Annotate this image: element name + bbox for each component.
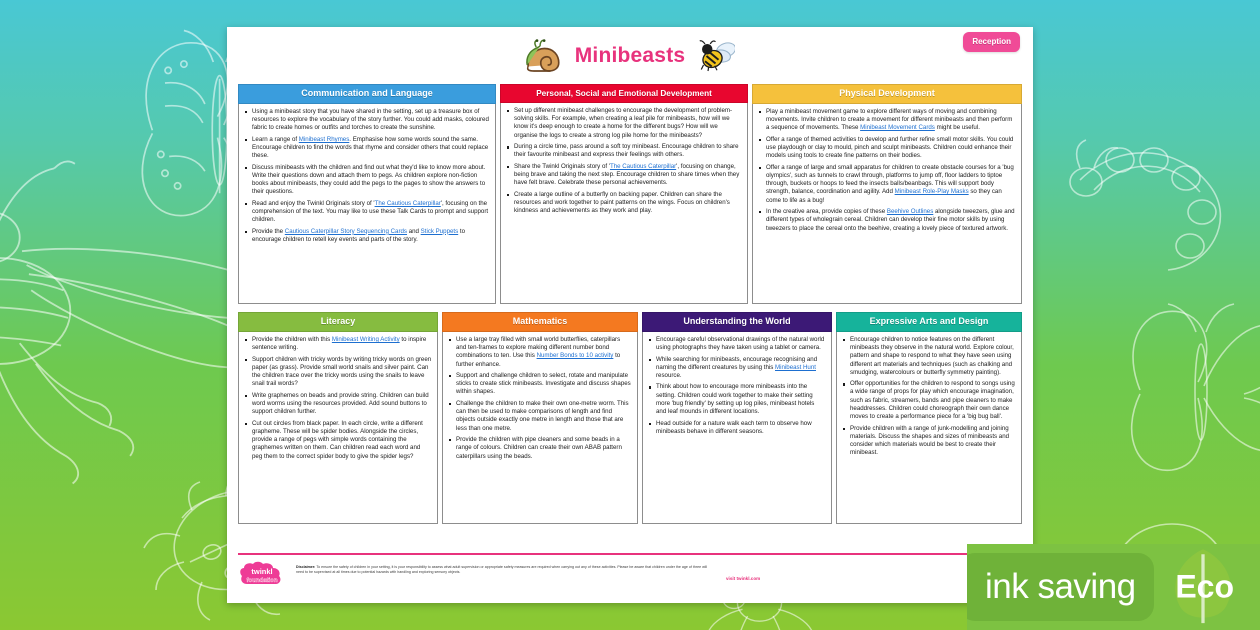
area-list-literacy	[243, 336, 432, 461]
list-item: Write graphemes on beads and provide string. Children can build word worms using the resources provided. Add sound buttons to support children further.	[243, 392, 432, 417]
list-item: In the creative area, provide copies of these Beehive Outlines alongside tweezers, glue and different types of wholegrain cereal. Children can develop their fine motor skills by using tweezers to place the cereal onto the beehive, creating a lovely piece of textured artwork.	[757, 208, 1016, 233]
area-card-personal-social-and-emotional-development	[500, 84, 748, 304]
disclaimer-label: Disclaimer:	[296, 565, 316, 569]
area-card-physical-development	[752, 84, 1022, 304]
eco-overlay-badge	[967, 544, 1260, 630]
list-item: Provide the children with pipe cleaners and some beads in a range of colours. Children can create their own ABAB pattern caterpillars using the beads.	[447, 436, 632, 461]
area-body-communication-and-language	[238, 104, 496, 304]
area-header-communication-and-language: Communication and Language	[238, 84, 496, 104]
area-header-personal-social-and-emotional-development: Personal, Social and Emotional Development	[500, 84, 748, 103]
area-body-understanding-the-world	[642, 332, 832, 524]
list-item: Think about how to encourage more minibeasts into the setting. Children could work together to make their setting more 'bug friendly' by setting up log piles, minibeast hotels and leaf mounds in different locations.	[647, 383, 826, 416]
areas-row-top	[238, 84, 1022, 304]
list-item: Discuss minibeasts with the children and find out what they'd like to know more about. Write their questions down and attach them to pegs. As children explore non-fiction books about minibeasts, they could add the pegs to the pages to show the answers to their questions.	[243, 164, 490, 197]
area-list-personal-social-and-emotional-development	[505, 107, 742, 215]
list-item: Read and enjoy the Twinkl Originals story of 'The Cautious Caterpillar', focusing on the comprehension of the text. You may like to use these Talk Cards to prompt and support children.	[243, 200, 490, 225]
area-card-understanding-the-world	[642, 312, 832, 524]
bee-icon	[699, 39, 735, 73]
list-item: Head outside for a nature walk each term to observe how minibeasts behave in different seasons.	[647, 420, 826, 436]
disclaimer-body: To ensure the safety of children in your setting, it is your responsibility to assess what adult supervision or appropriate safety measures are required when carrying out any of these activities. Please be aware that children under the age of three will need to be supervised at all times due to potential hazards with handling and exploring sensory objects.	[296, 565, 708, 575]
list-item: Offer a range of large and small apparatus for children to create obstacle courses for a 'bug olympics', such as tunnels to crawl through, platforms to jump off, floor ladders to tiptoe through, buckets or hoops to feed the insects balls/beanbags. This will support body strength, balance, coordination and agility. Add Minibeast Role-Play Masks so they can come to life as a bug!	[757, 164, 1016, 205]
snail-icon	[525, 39, 561, 73]
area-body-personal-social-and-emotional-development	[500, 103, 748, 304]
ink-saving-pill	[967, 553, 1154, 621]
area-card-mathematics	[442, 312, 638, 524]
area-header-mathematics: Mathematics	[442, 312, 638, 332]
page-header	[227, 27, 1033, 84]
page-footer	[238, 553, 1022, 595]
list-item: Encourage careful observational drawings of the natural world using photographs they have taken using a tablet or camera.	[647, 336, 826, 352]
ink-saving-label: ink saving	[985, 567, 1136, 606]
area-list-communication-and-language	[243, 108, 490, 244]
list-item: Provide the children with this Minibeast Writing Activity to inspire sentence writing.	[243, 336, 432, 352]
list-item: Use a large tray filled with small world butterflies, caterpillars and ten-frames to explore making different number bond combinations to ten. Use this Number Bonds to 10 activity to further enhance.	[447, 336, 632, 369]
areas-row-bottom	[238, 312, 1022, 524]
area-header-understanding-the-world: Understanding the World	[642, 312, 832, 332]
list-item: Support children with tricky words by writing tricky words on green paper (as grass). Provide small world snails and silver paint. Can the children trace over the tricky words using the snails to leave snail trail words?	[243, 356, 432, 389]
areas-grid	[227, 84, 1033, 524]
list-item: Challenge the children to make their own one-metre worm. This can then be used to make comparisons of length and find objects outside exactly one metre in length and those that are less than one metre.	[447, 400, 632, 433]
list-item: Offer opportunities for the children to respond to songs using a wide range of props for play which encourage imagination, such as fabric, streamers, bands and pipe cleaners to make headdresses. Children could choreograph their own dance moves to create a performance piece for a 'big bug ball'.	[841, 380, 1016, 421]
list-item: Create a large outline of a butterfly on backing paper. Children can share the resources and work together to paint patterns on the wings. Focus on children's kindness and achievements as they work and play.	[505, 191, 742, 216]
area-list-expressive-arts-and-design	[841, 336, 1016, 458]
worksheet-page	[227, 27, 1033, 603]
area-card-literacy	[238, 312, 438, 524]
area-body-literacy	[238, 332, 438, 524]
area-list-physical-development	[757, 108, 1016, 233]
area-body-physical-development	[752, 104, 1022, 304]
area-header-physical-development: Physical Development	[752, 84, 1022, 104]
list-item: Support and challenge children to select, rotate and manipulate sticks to create stick minibeasts. Investigate and discuss shapes within shapes.	[447, 372, 632, 397]
area-list-understanding-the-world	[647, 336, 826, 436]
list-item: Share the Twinkl Originals story of 'The Cautious Caterpillar', focusing on change, being brave and taking the next step. Encourage children to share times when they have felt brave. Celebrate these personal achievements.	[505, 163, 742, 188]
list-item: Using a minibeast story that you have shared in the setting, set up a treasure box of resources to explore the vocabulary of the story further. You could add masks, coloured fabric to create homes or outfits and torches to create the sunshine.	[243, 108, 490, 133]
area-card-expressive-arts-and-design	[836, 312, 1022, 524]
year-group-badge: Reception	[963, 32, 1020, 52]
disclaimer-text	[296, 561, 716, 576]
area-body-mathematics	[442, 332, 638, 524]
list-item: Cut out circles from black paper. In each circle, write a different grapheme. These will be spider bodies. Alongside the circles, provide a range of pegs with simple words containing the graphemes written on them. Can children read each word and peg them to the correct spider body to give the spider legs?	[243, 420, 432, 461]
list-item: Learn a range of Minibeast Rhymes. Emphasise how some words sound the same. Encourage children to find the words that rhyme and consider others that could replace these.	[243, 136, 490, 161]
twinkl-logo-text-1: twinkl	[251, 567, 273, 576]
list-item: Offer a range of themed activities to develop and further refine small motor skills. You could use playdough or clay to mould, pinch and sculpt minibeasts. Children could enhance their models using tools to create fine patterns on their bodies.	[757, 136, 1016, 161]
area-header-expressive-arts-and-design: Expressive Arts and Design	[836, 312, 1022, 332]
list-item: Play a minibeast movement game to explore different ways of moving and combining movements. Invite children to create a movement for different minibeasts and then perform a sequence of movements. These Minibeast Movement Cards might be useful.	[757, 108, 1016, 133]
twinkl-logo-text-2: foundation	[246, 578, 278, 584]
list-item: Provide the Cautious Caterpillar Story Sequencing Cards and Stick Puppets to encourage children to retell key events and parts of the story.	[243, 228, 490, 244]
list-item: During a circle time, pass around a soft toy minibeast. Encourage children to share their favourite minibeast and express their feelings with others.	[505, 143, 742, 159]
page-title: Minibeasts	[574, 43, 686, 67]
area-list-mathematics	[447, 336, 632, 461]
area-body-expressive-arts-and-design	[836, 332, 1022, 524]
list-item: Set up different minibeast challenges to encourage the development of problem-solving skills. For example, when creating a leaf pile for minibeasts, how will we know it's deep enough to create a home for the different bugs? How will we organise the logs to create a strong log pile home for the minibeasts?	[505, 107, 742, 140]
list-item: Encourage children to notice features on the different minibeasts they observe in the natural world. Explore colour, pattern and shape to respond to what they have seen using different art materials and techniques (such as chalking and smudging, watercolours or butterfly symmetry painting).	[841, 336, 1016, 377]
area-header-literacy: Literacy	[238, 312, 438, 332]
twinkl-logo	[238, 561, 286, 595]
list-item: While searching for minibeasts, encourage recognising and naming the different creatures by using this Minibeast Hunt resource.	[647, 356, 826, 381]
list-item: Provide children with a range of junk-modelling and joining materials. Discuss the shapes and sizes of minibeasts and consider which materials would be best to create their minibeast.	[841, 425, 1016, 458]
eco-label: Eco	[1175, 568, 1234, 605]
area-card-communication-and-language	[238, 84, 496, 304]
visit-twinkl-link[interactable]: visit twinkl.com	[726, 575, 761, 581]
